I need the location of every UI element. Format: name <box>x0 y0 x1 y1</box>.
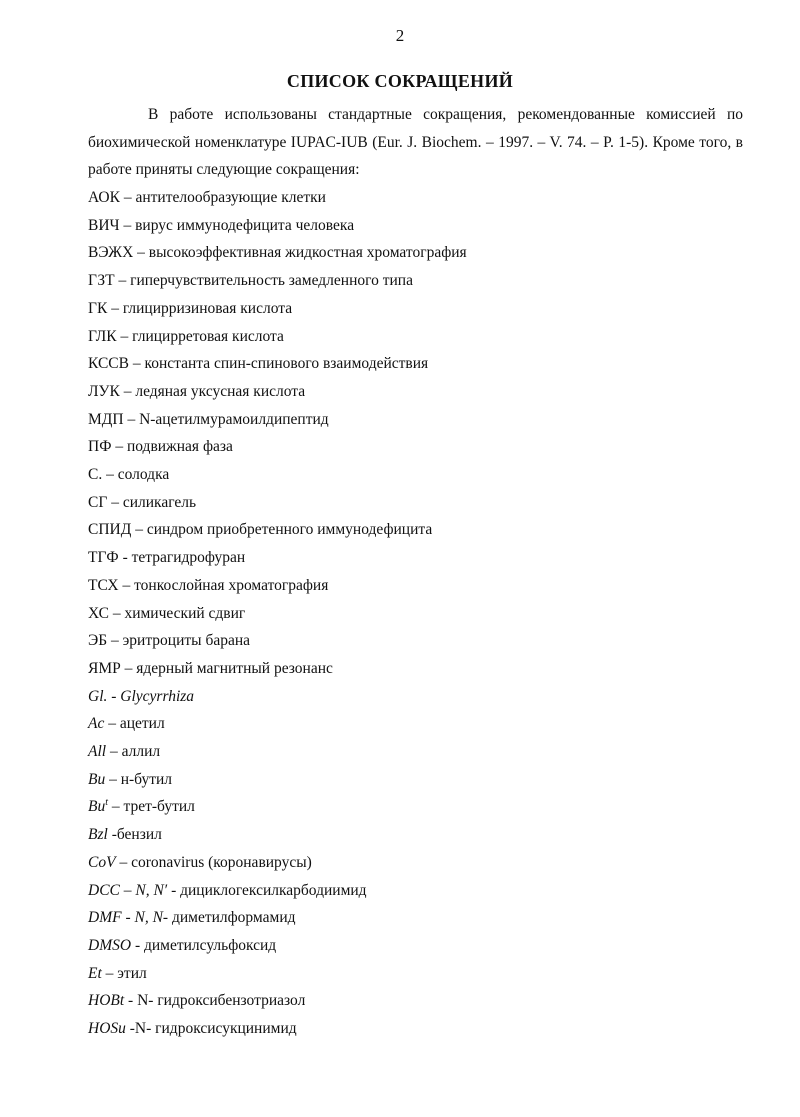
abbreviation-definition: - N- гидроксибензотриазол <box>124 992 306 1010</box>
abbreviation-definition: – глицирретовая кислота <box>116 327 284 345</box>
abbreviation-term: МДП <box>88 410 124 428</box>
abbreviation-definition: – подвижная фаза <box>111 438 233 456</box>
abbreviation-item <box>88 932 743 960</box>
abbreviation-item <box>88 710 743 738</box>
abbreviation-item <box>88 904 743 932</box>
intro-paragraph: В работе использованы стандартные сокращения, рекомендованные комиссией по биохимической номенклатуре IUPAC-IUB (Eur. J. Biochem. – 1997. – V. 74. – P. 1-5). Кроме того, в работе приняты следующие сокращения: <box>88 106 743 179</box>
abbreviation-definition: – ацетил <box>104 715 165 733</box>
abbreviation-term: ТГФ <box>88 549 119 567</box>
abbreviation-item <box>88 738 743 766</box>
abbreviation-definition: – вирус иммунодефицита человека <box>119 216 355 234</box>
abbreviation-definition: – силикагель <box>107 493 197 511</box>
abbreviation-item <box>88 960 743 988</box>
abbreviation-item <box>88 295 743 323</box>
abbreviation-term: ЛУК <box>88 382 120 400</box>
abbreviation-item <box>88 267 743 295</box>
abbreviation-list <box>88 184 743 1043</box>
abbreviation-item <box>88 323 743 351</box>
abbreviation-term: DCC – N, N′ <box>88 881 168 899</box>
abbreviation-definition: -бензил <box>107 826 162 844</box>
abbreviation-term: ПФ <box>88 438 112 456</box>
abbreviation-item <box>88 406 743 434</box>
abbreviation-item <box>88 766 743 794</box>
abbreviation-term: СПИД <box>88 521 132 539</box>
abbreviation-definition: – N-ацетилмурамоилдипептид <box>123 410 329 428</box>
abbreviation-item <box>88 461 743 489</box>
abbreviation-definition: – аллил <box>106 743 161 761</box>
abbreviation-term: All <box>88 743 107 761</box>
abbreviation-item <box>88 655 743 683</box>
abbreviation-definition: – солодка <box>102 466 170 484</box>
abbreviation-definition: - диметилсульфоксид <box>131 936 277 954</box>
abbreviation-term: Bu <box>88 798 106 816</box>
abbreviation-definition: – ядерный магнитный резонанс <box>120 659 333 677</box>
abbreviation-item <box>88 433 743 461</box>
abbreviation-term: Ac <box>88 715 105 733</box>
abbreviation-definition: – синдром приобретенного иммунодефицита <box>131 521 433 539</box>
abbreviation-definition: – высокоэффективная жидкостная хроматография <box>133 244 467 262</box>
abbreviation-item <box>88 987 743 1015</box>
abbreviation-definition: диметилформамид <box>168 909 296 927</box>
abbreviation-definition: – эритроциты барана <box>107 632 251 650</box>
abbreviation-definition: -N- гидроксисукцинимид <box>125 1020 297 1038</box>
abbreviation-term: ГЛК <box>88 327 117 345</box>
abbreviation-item <box>88 1015 743 1043</box>
page-title: СПИСОК СОКРАЩЕНИЙ <box>286 71 514 91</box>
abbreviation-item <box>88 489 743 517</box>
abbreviation-item <box>88 516 743 544</box>
abbreviation-term: ЭБ <box>88 632 108 650</box>
abbreviation-term: ВИЧ <box>88 216 120 234</box>
abbreviation-item <box>88 600 743 628</box>
abbreviation-term: С. <box>88 466 103 484</box>
abbreviation-item <box>88 184 743 212</box>
abbreviation-term: ГЗТ <box>88 272 115 290</box>
abbreviation-definition: - тетрагидрофуран <box>118 549 246 567</box>
abbreviation-term: CoV <box>88 853 116 871</box>
abbreviation-definition: – тонкослойная хроматография <box>118 576 329 594</box>
abbreviation-definition: – химический сдвиг <box>108 604 246 622</box>
abbreviation-term: АОК <box>88 189 120 206</box>
abbreviation-item <box>88 849 743 877</box>
abbreviation-definition: – трет-бутил <box>108 798 195 816</box>
abbreviation-definition: – coronavirus (коронавирусы) <box>115 853 312 871</box>
abbreviation-term: КССВ <box>88 355 129 373</box>
abbreviation-definition: – антителообразующие клетки <box>119 189 326 206</box>
abbreviation-term: HOSu <box>88 1020 126 1038</box>
abbreviation-term: ТСХ <box>88 576 119 594</box>
page-number: 2 <box>395 26 405 45</box>
abbreviation-term: DMF - N, N- <box>88 909 169 927</box>
abbreviation-term: ГК <box>88 299 108 317</box>
abbreviation-item <box>88 793 743 821</box>
abbreviation-term: HOBt <box>88 992 125 1010</box>
abbreviation-item <box>88 877 743 905</box>
abbreviation-definition: – ледяная уксусная кислота <box>119 382 306 400</box>
abbreviation-superscript: t <box>105 797 108 809</box>
abbreviation-term: DMSO <box>88 936 132 954</box>
abbreviation-item <box>88 572 743 600</box>
abbreviation-term: СГ <box>88 493 108 511</box>
abbreviation-definition: – н-бутил <box>105 770 173 788</box>
abbreviation-item <box>88 544 743 572</box>
abbreviation-term: Bzl <box>88 826 108 844</box>
abbreviation-item <box>88 683 743 711</box>
abbreviation-term: Et <box>88 964 102 982</box>
abbreviation-definition: – этил <box>101 964 147 982</box>
abbreviation-term: Gl. - Glycyrrhiza <box>88 687 195 705</box>
abbreviation-term: ВЭЖХ <box>88 244 134 262</box>
abbreviation-term: Bu <box>88 770 106 788</box>
abbreviation-item <box>88 821 743 849</box>
abbreviation-term: ЯМР <box>88 659 121 677</box>
abbreviation-item <box>88 212 743 240</box>
abbreviation-item <box>88 350 743 378</box>
abbreviation-term: ХС <box>88 604 109 622</box>
abbreviation-item <box>88 627 743 655</box>
abbreviation-item <box>88 378 743 406</box>
abbreviation-definition: – гиперчувствительность замедленного типа <box>114 272 413 290</box>
abbreviation-item <box>88 239 743 267</box>
abbreviation-definition: - дициклогексилкарбодиимид <box>167 881 367 899</box>
abbreviation-definition: – константа спин-спинового взаимодействия <box>128 355 429 373</box>
abbreviation-definition: – глицирризиновая кислота <box>107 299 293 317</box>
